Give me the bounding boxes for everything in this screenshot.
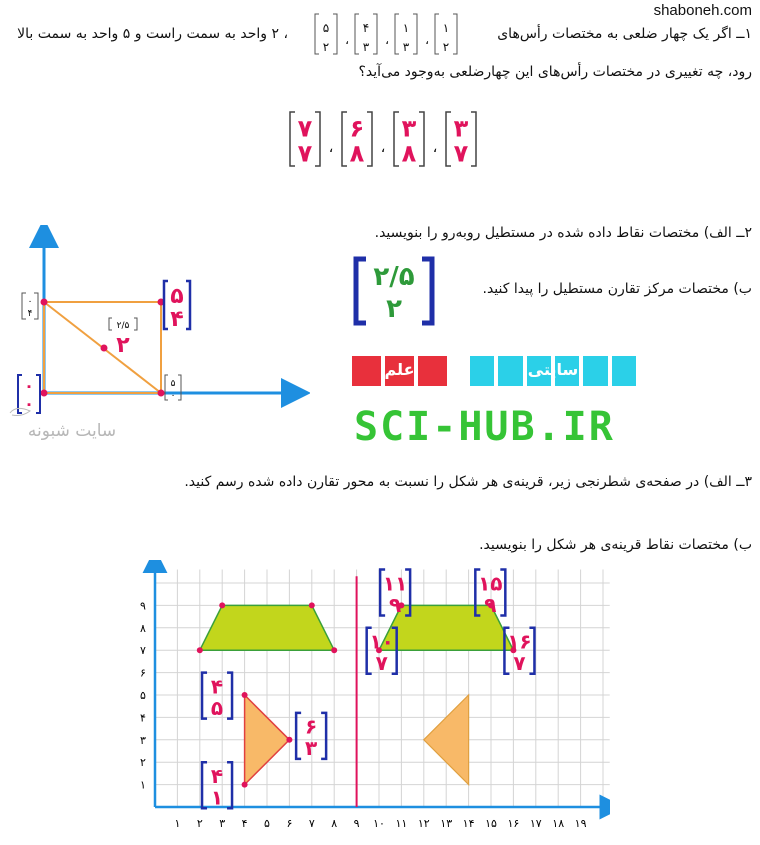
given-point-1-bottom: ۲ bbox=[442, 39, 450, 54]
given-point-2-top: ۱ bbox=[402, 21, 410, 35]
q1-line2: رود، چه تغییری در مختصات رأس‌های این چهارضلعی به‌وجود می‌آید؟ bbox=[358, 64, 752, 80]
answer-point-1-top: ۷ bbox=[297, 114, 313, 143]
x-tick: ۶ bbox=[286, 817, 293, 830]
answer-point-3-bottom: ۸ bbox=[401, 139, 417, 168]
tl-x: ۰ bbox=[27, 297, 33, 307]
x-tick: ۱۱ bbox=[395, 817, 408, 830]
comma: ، bbox=[328, 140, 334, 156]
x-tick: ۱۵ bbox=[485, 817, 497, 830]
x-tick: ۱۷ bbox=[529, 817, 542, 830]
given-point-2-bottom: ۳ bbox=[402, 39, 410, 54]
x-tick: ۸ bbox=[331, 817, 338, 830]
q1-line1-suffix: ، ۲ واحد به سمت راست و ۵ واحد به سمت بالا bbox=[17, 26, 288, 42]
answer-point-4-top: ۳ bbox=[453, 114, 469, 143]
x-tick: ۷ bbox=[308, 817, 315, 830]
center-label-x: ۲/۵ bbox=[116, 321, 130, 331]
given-point-3-bottom: ۳ bbox=[362, 39, 370, 54]
y-tick: ۹ bbox=[140, 599, 146, 613]
tr-answer-x: ۵ bbox=[170, 284, 184, 309]
tr-answer-y: ۴ bbox=[170, 307, 184, 332]
watermark: سایت شبونه bbox=[27, 421, 117, 441]
origin-y: ۰ bbox=[24, 394, 34, 413]
q2-rectangle-diagram bbox=[0, 225, 310, 445]
q2-part-a: ۲ــ الف) مختصات نقاط داده شده در مستطیل روبه‌رو را بنویسید. bbox=[374, 225, 752, 241]
q2-part-b: ب) مختصات مرکز تقارن مستطیل را پیدا کنید. bbox=[482, 281, 752, 297]
x-tick: ۱۹ bbox=[574, 817, 587, 830]
y-tick: ۶ bbox=[140, 666, 146, 680]
comma: ، bbox=[432, 140, 438, 156]
comma: ، bbox=[425, 33, 429, 47]
given-point-1-top: ۱ bbox=[442, 21, 450, 35]
logo-left-word: علم bbox=[352, 356, 447, 386]
q1-answer-points bbox=[278, 108, 498, 170]
grid-answer-3-top: ۱۰ bbox=[369, 629, 394, 654]
grid-answer-6-top: ۶ bbox=[305, 714, 318, 739]
x-tick: ۱۴ bbox=[462, 817, 475, 830]
trapezoid bbox=[200, 605, 334, 650]
br-y: ۰ bbox=[170, 391, 176, 401]
comma: ، bbox=[380, 140, 386, 156]
y-tick: ۲ bbox=[140, 756, 146, 770]
x-tick: ۲ bbox=[196, 817, 203, 830]
x-tick: ۵ bbox=[264, 817, 270, 830]
grid-answer-6-bottom: ۳ bbox=[305, 736, 318, 761]
given-point-4-top: ۵ bbox=[322, 21, 330, 35]
grid-answer-2-bottom: ۹ bbox=[484, 592, 497, 617]
grid-answer-4-bottom: ۷ bbox=[513, 651, 526, 676]
x-tick: ۱۲ bbox=[417, 817, 430, 830]
y-tick: ۱ bbox=[140, 778, 146, 792]
y-tick: ۸ bbox=[140, 621, 146, 635]
y-tick: ۳ bbox=[140, 733, 146, 747]
origin-x: ۰ bbox=[24, 376, 34, 395]
answer-point-4-bottom: ۷ bbox=[453, 139, 469, 168]
grid-answer-7-bottom: ۱ bbox=[210, 785, 224, 810]
x-tick: ۳ bbox=[219, 817, 226, 830]
answer-point-3-top: ۳ bbox=[401, 114, 417, 143]
center-answer-x: ۲/۵ bbox=[373, 262, 415, 292]
comma: ، bbox=[385, 33, 389, 47]
q3-part-a: ۳ــ الف) در صفحه‌ی شطرنجی زیر، قرینه‌ی هر شکل را نسبت به محور تقارن داده شده رسم کنید. bbox=[184, 474, 752, 490]
x-tick: ۱۶ bbox=[507, 817, 520, 830]
answer-point-1-bottom: ۷ bbox=[297, 139, 313, 168]
grid-answer-5-bottom: ۵ bbox=[210, 695, 224, 720]
q3-part-b: ب) مختصات نقاط قرینه‌ی هر شکل را بنویسید. bbox=[479, 537, 752, 553]
given-point-3-top: ۴ bbox=[362, 21, 370, 35]
grid-answer-2-top: ۱۵ bbox=[478, 571, 503, 596]
x-tick: ۱۰ bbox=[373, 817, 385, 830]
grid-answer-7-top: ۴ bbox=[210, 763, 224, 788]
x-tick: ۱۸ bbox=[552, 817, 565, 830]
sci-hub-logo: SCI-HUB.IR bbox=[354, 404, 615, 450]
x-tick: ۴ bbox=[241, 817, 248, 830]
q1-given-points bbox=[285, 8, 465, 56]
center-label-y: ۲ bbox=[116, 333, 130, 358]
y-tick: ۴ bbox=[140, 711, 146, 725]
grid-answer-5-top: ۴ bbox=[210, 674, 224, 699]
comma: ، bbox=[345, 33, 349, 47]
x-tick: ۹ bbox=[353, 817, 360, 830]
br-x: ۵ bbox=[170, 379, 176, 389]
q3-grid bbox=[130, 560, 610, 845]
q1-line1 bbox=[497, 26, 752, 42]
given-point-4-bottom: ۲ bbox=[322, 39, 330, 54]
grid-answer-3-bottom: ۷ bbox=[375, 651, 388, 676]
x-tick: ۱ bbox=[174, 817, 181, 830]
grid-answer-4-top: ۱۶ bbox=[507, 629, 532, 654]
center-answer-y: ۲ bbox=[386, 294, 402, 324]
answer-point-2-top: ۶ bbox=[349, 114, 365, 143]
grid-answer-1-top: ۱۱ bbox=[382, 571, 408, 596]
answer-point-2-bottom: ۸ bbox=[349, 139, 365, 168]
y-tick: ۷ bbox=[140, 644, 146, 658]
y-tick: ۵ bbox=[140, 689, 146, 702]
logo-right-word: سایتی bbox=[470, 356, 636, 386]
q1-line1-prefix: ۱ــ اگر یک چهار ضلعی به مختصات رأس‌های bbox=[497, 26, 752, 42]
site-name: shaboneh.com bbox=[653, 2, 752, 19]
tl-y: ۴ bbox=[27, 309, 33, 319]
q2-center-answer bbox=[350, 253, 440, 329]
grid-answer-1-bottom: ۹ bbox=[389, 592, 402, 617]
x-tick: ۱۳ bbox=[440, 817, 453, 830]
